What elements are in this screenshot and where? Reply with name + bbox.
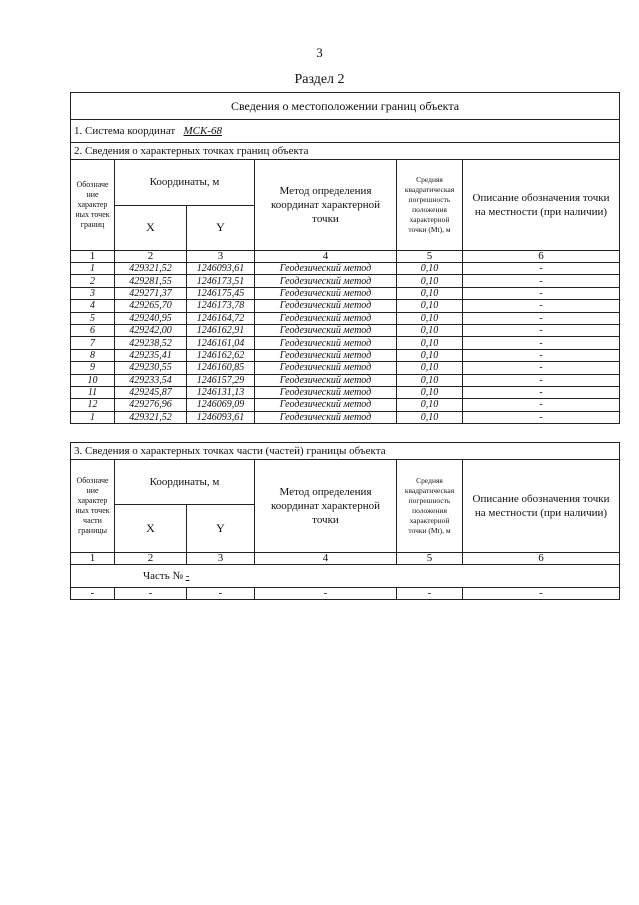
index-row xyxy=(71,553,620,565)
point-number-cell: 5 xyxy=(71,312,115,324)
y-coordinate-cell: 1246093,61 xyxy=(187,263,255,275)
empty-cell: - xyxy=(463,588,620,600)
error-cell: 0,10 xyxy=(397,312,463,324)
x-coordinate-cell: 429240,95 xyxy=(115,312,187,324)
x-coordinate-cell: 429276,96 xyxy=(115,399,187,411)
index-cell: 1 xyxy=(71,251,115,263)
header-description: Описание обозначения точки на местности (при наличии) xyxy=(463,460,620,553)
x-coordinate-cell: 429245,87 xyxy=(115,386,187,398)
header-designation-part: Обозначе ние характер ных точек части границы xyxy=(71,460,115,553)
point-number-cell: 8 xyxy=(71,349,115,361)
table-row xyxy=(71,349,620,361)
method-cell: Геодезический метод xyxy=(255,374,397,386)
error-cell: 0,10 xyxy=(397,337,463,349)
part-number-row xyxy=(71,565,620,588)
point-number-cell: 11 xyxy=(71,386,115,398)
index-cell: 4 xyxy=(255,251,397,263)
table-row xyxy=(71,287,620,299)
section3-label: 3. Сведения о характерных точках части (частей) границы объекта xyxy=(71,443,620,460)
x-coordinate-cell: 429242,00 xyxy=(115,324,187,336)
point-number-cell: 1 xyxy=(71,263,115,275)
header-coordinates: Координаты, м xyxy=(115,460,255,505)
index-cell: 4 xyxy=(255,553,397,565)
y-coordinate-cell: 1246162,91 xyxy=(187,324,255,336)
x-coordinate-cell: 429235,41 xyxy=(115,349,187,361)
header-method: Метод определения координат характерной точки xyxy=(255,460,397,553)
x-coordinate-cell: 429321,52 xyxy=(115,263,187,275)
header-method: Метод определения координат характерной точки xyxy=(255,160,397,251)
y-coordinate-cell: 1246161,04 xyxy=(187,337,255,349)
part-number: - xyxy=(185,570,190,582)
y-coordinate-cell: 1246093,61 xyxy=(187,411,255,423)
section2-label: 2. Сведения о характерных точках границ объекта xyxy=(71,143,620,160)
header-y: Y xyxy=(187,505,255,553)
description-cell: - xyxy=(463,411,620,423)
index-cell: 3 xyxy=(187,553,255,565)
y-coordinate-cell: 1246069,09 xyxy=(187,399,255,411)
description-cell: - xyxy=(463,312,620,324)
description-cell: - xyxy=(463,337,620,349)
header-x: X xyxy=(115,505,187,553)
error-cell: 0,10 xyxy=(397,349,463,361)
y-coordinate-cell: 1246173,51 xyxy=(187,275,255,287)
point-number-cell: 12 xyxy=(71,399,115,411)
x-coordinate-cell: 429238,52 xyxy=(115,337,187,349)
table-row xyxy=(71,362,620,374)
error-cell: 0,10 xyxy=(397,275,463,287)
x-coordinate-cell: 429271,37 xyxy=(115,287,187,299)
coord-system-value: МСК-68 xyxy=(183,125,222,137)
y-coordinate-cell: 1246160,85 xyxy=(187,362,255,374)
index-cell: 2 xyxy=(115,251,187,263)
index-cell: 3 xyxy=(187,251,255,263)
table-title: Сведения о местоположении границ объекта xyxy=(71,93,620,120)
point-number-cell: 1 xyxy=(71,411,115,423)
index-cell: 5 xyxy=(397,251,463,263)
point-number-cell: 2 xyxy=(71,275,115,287)
coord-system-row xyxy=(71,120,620,143)
point-number-cell: 7 xyxy=(71,337,115,349)
y-coordinate-cell: 1246164,72 xyxy=(187,312,255,324)
x-coordinate-cell: 429233,54 xyxy=(115,374,187,386)
header-error: Средняя квадратическая погрешность положения характерной точки (Mt), м xyxy=(397,460,463,553)
table-row xyxy=(71,324,620,336)
header-description: Описание обозначения точки на местности (при наличии) xyxy=(463,160,620,251)
method-cell: Геодезический метод xyxy=(255,337,397,349)
table-row xyxy=(71,386,620,398)
description-cell: - xyxy=(463,263,620,275)
index-cell: 5 xyxy=(397,553,463,565)
error-cell: 0,10 xyxy=(397,362,463,374)
section-title: Раздел 2 xyxy=(294,72,345,87)
index-cell: 2 xyxy=(115,553,187,565)
table-row xyxy=(71,411,620,423)
point-number-cell: 3 xyxy=(71,287,115,299)
y-coordinate-cell: 1246173,78 xyxy=(187,300,255,312)
error-cell: 0,10 xyxy=(397,287,463,299)
x-coordinate-cell: 429321,52 xyxy=(115,411,187,423)
header-designation: Обозначе ние характер ных точек границ xyxy=(71,160,115,251)
error-cell: 0,10 xyxy=(397,411,463,423)
y-coordinate-cell: 1246175,45 xyxy=(187,287,255,299)
header-x: X xyxy=(115,205,187,251)
method-cell: Геодезический метод xyxy=(255,386,397,398)
point-number-cell: 9 xyxy=(71,362,115,374)
table-row xyxy=(71,263,620,275)
index-cell: 6 xyxy=(463,251,620,263)
method-cell: Геодезический метод xyxy=(255,362,397,374)
y-coordinate-cell: 1246162,62 xyxy=(187,349,255,361)
description-cell: - xyxy=(463,374,620,386)
description-cell: - xyxy=(463,275,620,287)
method-cell: Геодезический метод xyxy=(255,312,397,324)
y-coordinate-cell: 1246131,13 xyxy=(187,386,255,398)
method-cell: Геодезический метод xyxy=(255,324,397,336)
empty-cell: - xyxy=(115,588,187,600)
header-error: Средняя квадратическая погрешность положения характерной точки (Mt), м xyxy=(397,160,463,251)
error-cell: 0,10 xyxy=(397,399,463,411)
page-number: 3 xyxy=(316,45,323,60)
point-number-cell: 4 xyxy=(71,300,115,312)
coord-system-label: 1. Система координат xyxy=(74,125,176,137)
method-cell: Геодезический метод xyxy=(255,263,397,275)
points-body xyxy=(71,263,620,424)
point-number-cell: 10 xyxy=(71,374,115,386)
error-cell: 0,10 xyxy=(397,386,463,398)
description-cell: - xyxy=(463,399,620,411)
header-coordinates: Координаты, м xyxy=(115,160,255,206)
empty-cell: - xyxy=(71,588,115,600)
table-row xyxy=(71,312,620,324)
description-cell: - xyxy=(463,300,620,312)
table-row xyxy=(71,275,620,287)
x-coordinate-cell: 429230,55 xyxy=(115,362,187,374)
x-coordinate-cell: 429265,70 xyxy=(115,300,187,312)
method-cell: Геодезический метод xyxy=(255,411,397,423)
description-cell: - xyxy=(463,324,620,336)
error-cell: 0,10 xyxy=(397,263,463,275)
index-row xyxy=(71,251,620,263)
description-cell: - xyxy=(463,349,620,361)
empty-row xyxy=(71,588,620,600)
empty-cell: - xyxy=(397,588,463,600)
empty-cell: - xyxy=(187,588,255,600)
part-label: Часть № xyxy=(143,570,183,582)
error-cell: 0,10 xyxy=(397,300,463,312)
index-cell: 6 xyxy=(463,553,620,565)
error-cell: 0,10 xyxy=(397,324,463,336)
y-coordinate-cell: 1246157,29 xyxy=(187,374,255,386)
table-row xyxy=(71,300,620,312)
index-cell: 1 xyxy=(71,553,115,565)
x-coordinate-cell: 429281,55 xyxy=(115,275,187,287)
description-cell: - xyxy=(463,386,620,398)
method-cell: Геодезический метод xyxy=(255,300,397,312)
empty-cell: - xyxy=(255,588,397,600)
part-points-table xyxy=(70,442,620,600)
point-number-cell: 6 xyxy=(71,324,115,336)
method-cell: Геодезический метод xyxy=(255,287,397,299)
table-row xyxy=(71,374,620,386)
boundary-points-table xyxy=(70,92,620,424)
description-cell: - xyxy=(463,362,620,374)
table-row xyxy=(71,399,620,411)
header-y: Y xyxy=(187,205,255,251)
description-cell: - xyxy=(463,287,620,299)
method-cell: Геодезический метод xyxy=(255,275,397,287)
method-cell: Геодезический метод xyxy=(255,399,397,411)
table-row xyxy=(71,337,620,349)
method-cell: Геодезический метод xyxy=(255,349,397,361)
error-cell: 0,10 xyxy=(397,374,463,386)
